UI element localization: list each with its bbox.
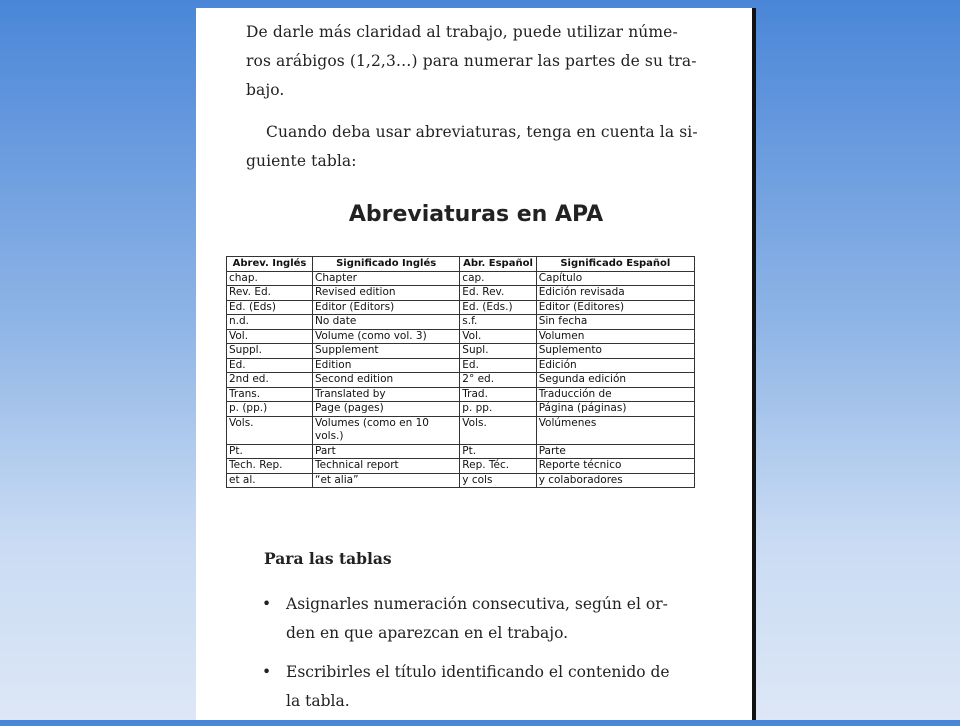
list-item xyxy=(258,590,698,648)
table-cell: Ed. xyxy=(227,358,313,373)
table-row xyxy=(227,358,695,373)
table-cell: Technical report xyxy=(313,459,460,474)
table-row xyxy=(227,286,695,301)
table-cell: Capítulo xyxy=(536,271,694,286)
table-cell: Ed. (Eds) xyxy=(227,300,313,315)
table-row xyxy=(227,300,695,315)
table-cell: 2° ed. xyxy=(460,373,536,388)
text-line: guiente tabla: xyxy=(246,152,357,170)
table-cell: n.d. xyxy=(227,315,313,330)
table-row xyxy=(227,344,695,359)
table-cell: y cols xyxy=(460,473,536,488)
table-cell: Vols. xyxy=(227,416,313,444)
table-cell: Edición xyxy=(536,358,694,373)
table-cell: cap. xyxy=(460,271,536,286)
table-cell: “et alia” xyxy=(313,473,460,488)
table-title: Abreviaturas en APA xyxy=(348,202,604,227)
table-cell: Volumes (como en 10 vols.) xyxy=(313,416,460,444)
text-line: la tabla. xyxy=(286,692,350,710)
section-heading: Para las tablas xyxy=(264,549,392,568)
table-cell: Translated by xyxy=(313,387,460,402)
table-cell: Vol. xyxy=(460,329,536,344)
table-cell: 2nd ed. xyxy=(227,373,313,388)
table-row xyxy=(227,329,695,344)
table-row xyxy=(227,315,695,330)
table-row xyxy=(227,416,695,444)
table-cell: Reporte técnico xyxy=(536,459,694,474)
table-cell: Volumen xyxy=(536,329,694,344)
table-cell: Vol. xyxy=(227,329,313,344)
table-cell: p. (pp.) xyxy=(227,402,313,417)
table-cell: Tech. Rep. xyxy=(227,459,313,474)
table-cell: Suplemento xyxy=(536,344,694,359)
table-cell: Second edition xyxy=(313,373,460,388)
table-cell: Parte xyxy=(536,444,694,459)
table-row xyxy=(227,459,695,474)
table-cell: Pt. xyxy=(460,444,536,459)
bullet-icon: • xyxy=(262,663,272,681)
table-cell: p. pp. xyxy=(460,402,536,417)
table-cell: et al. xyxy=(227,473,313,488)
table-cell: Edición revisada xyxy=(536,286,694,301)
text-line: bajo. xyxy=(246,81,285,99)
table-body xyxy=(227,271,695,488)
table-cell: Volume (como vol. 3) xyxy=(313,329,460,344)
table-cell: Volúmenes xyxy=(536,416,694,444)
header-cell: Significado Inglés xyxy=(313,257,460,272)
table-row xyxy=(227,373,695,388)
table-cell: Chapter xyxy=(313,271,460,286)
table-cell: Revised edition xyxy=(313,286,460,301)
table-cell: Ed. (Eds.) xyxy=(460,300,536,315)
table-cell: Page (pages) xyxy=(313,402,460,417)
header-cell: Significado Español xyxy=(536,257,694,272)
table-row xyxy=(227,473,695,488)
document-page xyxy=(196,8,756,720)
abbreviations-table xyxy=(226,256,695,488)
bullet-list xyxy=(258,590,698,726)
text-line: ros arábigos (1,2,3…) para numerar las partes de su tra- xyxy=(246,52,697,70)
table-cell: Rev. Ed. xyxy=(227,286,313,301)
table-cell: Editor (Editores) xyxy=(536,300,694,315)
table-cell: Página (páginas) xyxy=(536,402,694,417)
header-cell: Abr. Español xyxy=(460,257,536,272)
table-row xyxy=(227,387,695,402)
table-cell: Pt. xyxy=(227,444,313,459)
table-row xyxy=(227,271,695,286)
table-cell: Traducción de xyxy=(536,387,694,402)
text-line: Escribirles el título identificando el contenido de xyxy=(286,663,670,681)
table-cell: Sin fecha xyxy=(536,315,694,330)
table-cell: chap. xyxy=(227,271,313,286)
table-cell: Suppl. xyxy=(227,344,313,359)
table-cell: Vols. xyxy=(460,416,536,444)
header-cell: Abrev. Inglés xyxy=(227,257,313,272)
table-cell: Segunda edición xyxy=(536,373,694,388)
table-cell: Editor (Editors) xyxy=(313,300,460,315)
table-cell: s.f. xyxy=(460,315,536,330)
intro-paragraph xyxy=(246,18,697,105)
text-line: Asignarles numeración consecutiva, según el or- xyxy=(286,595,668,613)
table-cell: y colaboradores xyxy=(536,473,694,488)
text-line: De darle más claridad al trabajo, puede utilizar núme- xyxy=(246,23,678,41)
table-cell: Part xyxy=(313,444,460,459)
list-item xyxy=(258,658,698,716)
table-cell: Ed. xyxy=(460,358,536,373)
text-line: Cuando deba usar abreviaturas, tenga en cuenta la si- xyxy=(266,123,698,141)
table-cell: Ed. Rev. xyxy=(460,286,536,301)
abbreviation-paragraph xyxy=(246,118,698,176)
table-cell: Supplement xyxy=(313,344,460,359)
table-row xyxy=(227,402,695,417)
table-cell: No date xyxy=(313,315,460,330)
table-cell: Edition xyxy=(313,358,460,373)
table-header-row xyxy=(227,257,695,272)
bullet-icon: • xyxy=(262,595,272,613)
text-line: den en que aparezcan en el trabajo. xyxy=(286,624,569,642)
table-cell: Rep. Téc. xyxy=(460,459,536,474)
table-cell: Trad. xyxy=(460,387,536,402)
table-row xyxy=(227,444,695,459)
table-cell: Trans. xyxy=(227,387,313,402)
table-cell: Supl. xyxy=(460,344,536,359)
